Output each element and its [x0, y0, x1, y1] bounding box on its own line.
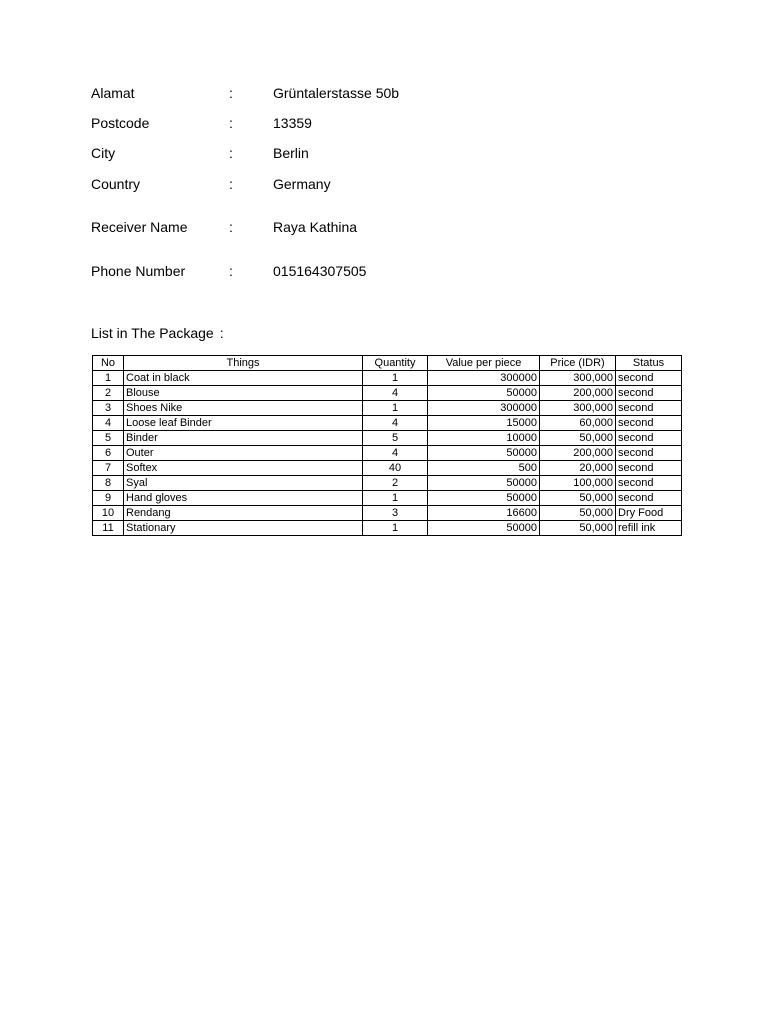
cell-status: second — [616, 491, 682, 506]
cell-quantity: 1 — [363, 401, 428, 416]
postcode-value: 13359 — [273, 115, 312, 131]
receiver-name-label: Receiver Name — [91, 219, 188, 235]
cell-things: Hand gloves — [124, 491, 363, 506]
header-value-per-piece: Value per piece — [428, 356, 540, 371]
table-row — [93, 461, 682, 476]
cell-price: 50,000 — [540, 431, 616, 446]
cell-price: 300,000 — [540, 371, 616, 386]
cell-quantity: 2 — [363, 476, 428, 491]
table-row — [93, 446, 682, 461]
cell-status: second — [616, 431, 682, 446]
cell-value-per-piece: 50000 — [428, 521, 540, 536]
cell-quantity: 5 — [363, 431, 428, 446]
package-table — [92, 355, 682, 536]
country-colon: : — [229, 176, 233, 192]
cell-things: Loose leaf Binder — [124, 416, 363, 431]
cell-no: 2 — [93, 386, 124, 401]
cell-price: 50,000 — [540, 506, 616, 521]
address-value: Grüntalerstasse 50b — [273, 85, 400, 101]
receiver-name-value: Raya Kathina — [273, 219, 358, 235]
table-row — [93, 371, 682, 386]
cell-quantity: 4 — [363, 416, 428, 431]
table-row — [93, 506, 682, 521]
cell-things: Softex — [124, 461, 363, 476]
table-row — [93, 476, 682, 491]
cell-no: 4 — [93, 416, 124, 431]
table-row — [93, 491, 682, 506]
package-table-header-row — [93, 356, 682, 371]
cell-no: 3 — [93, 401, 124, 416]
cell-quantity: 1 — [363, 521, 428, 536]
cell-price: 50,000 — [540, 521, 616, 536]
cell-price: 200,000 — [540, 386, 616, 401]
table-row — [93, 521, 682, 536]
table-row — [93, 431, 682, 446]
cell-price: 200,000 — [540, 446, 616, 461]
cell-price: 60,000 — [540, 416, 616, 431]
table-row — [93, 386, 682, 401]
cell-value-per-piece: 16600 — [428, 506, 540, 521]
cell-no: 9 — [93, 491, 124, 506]
city-colon: : — [229, 145, 233, 161]
city-label: City — [91, 145, 116, 161]
cell-status: second — [616, 476, 682, 491]
package-table-body — [93, 371, 682, 536]
table-row — [93, 416, 682, 431]
postcode-colon: : — [229, 115, 233, 131]
country-label: Country — [91, 176, 141, 192]
package-table-head — [93, 356, 682, 371]
phone-number-colon: : — [229, 263, 233, 279]
cell-things: Syal — [124, 476, 363, 491]
table-row — [93, 401, 682, 416]
cell-no: 8 — [93, 476, 124, 491]
cell-value-per-piece: 50000 — [428, 446, 540, 461]
cell-value-per-piece: 10000 — [428, 431, 540, 446]
cell-quantity: 3 — [363, 506, 428, 521]
cell-status: second — [616, 416, 682, 431]
cell-things: Binder — [124, 431, 363, 446]
city-value: Berlin — [273, 145, 309, 161]
cell-price: 20,000 — [540, 461, 616, 476]
package-list-title-colon: : — [219, 325, 224, 341]
cell-status: second — [616, 401, 682, 416]
phone-number-value: 015164307505 — [273, 263, 367, 279]
header-status: Status — [616, 356, 682, 371]
header-no: No — [93, 356, 124, 371]
cell-value-per-piece: 500 — [428, 461, 540, 476]
package-list-title-text: List in The Package — [91, 325, 214, 341]
package-list-title — [91, 323, 224, 343]
cell-status: second — [616, 461, 682, 476]
header-price: Price (IDR) — [540, 356, 616, 371]
cell-no: 5 — [93, 431, 124, 446]
cell-value-per-piece: 50000 — [428, 491, 540, 506]
address-colon: : — [229, 85, 233, 101]
cell-status: second — [616, 371, 682, 386]
cell-status: Dry Food — [616, 506, 682, 521]
country-value: Germany — [273, 176, 331, 192]
cell-quantity: 1 — [363, 371, 428, 386]
cell-value-per-piece: 300000 — [428, 371, 540, 386]
cell-things: Shoes Nike — [124, 401, 363, 416]
cell-price: 300,000 — [540, 401, 616, 416]
postcode-label: Postcode — [91, 115, 150, 131]
cell-price: 100,000 — [540, 476, 616, 491]
cell-status: refill ink — [616, 521, 682, 536]
cell-things: Blouse — [124, 386, 363, 401]
header-quantity: Quantity — [363, 356, 428, 371]
cell-things: Stationary — [124, 521, 363, 536]
cell-no: 10 — [93, 506, 124, 521]
cell-things: Outer — [124, 446, 363, 461]
cell-value-per-piece: 50000 — [428, 476, 540, 491]
cell-things: Coat in black — [124, 371, 363, 386]
cell-quantity: 1 — [363, 491, 428, 506]
cell-quantity: 40 — [363, 461, 428, 476]
address-label: Alamat — [91, 85, 135, 101]
phone-number-label: Phone Number — [91, 263, 186, 279]
cell-no: 1 — [93, 371, 124, 386]
cell-status: second — [616, 386, 682, 401]
cell-quantity: 4 — [363, 446, 428, 461]
cell-quantity: 4 — [363, 386, 428, 401]
header-things: Things — [124, 356, 363, 371]
cell-status: second — [616, 446, 682, 461]
cell-value-per-piece: 15000 — [428, 416, 540, 431]
receiver-name-colon: : — [229, 219, 233, 235]
cell-price: 50,000 — [540, 491, 616, 506]
cell-no: 7 — [93, 461, 124, 476]
cell-no: 11 — [93, 521, 124, 536]
cell-value-per-piece: 300000 — [428, 401, 540, 416]
cell-no: 6 — [93, 446, 124, 461]
cell-things: Rendang — [124, 506, 363, 521]
cell-value-per-piece: 50000 — [428, 386, 540, 401]
